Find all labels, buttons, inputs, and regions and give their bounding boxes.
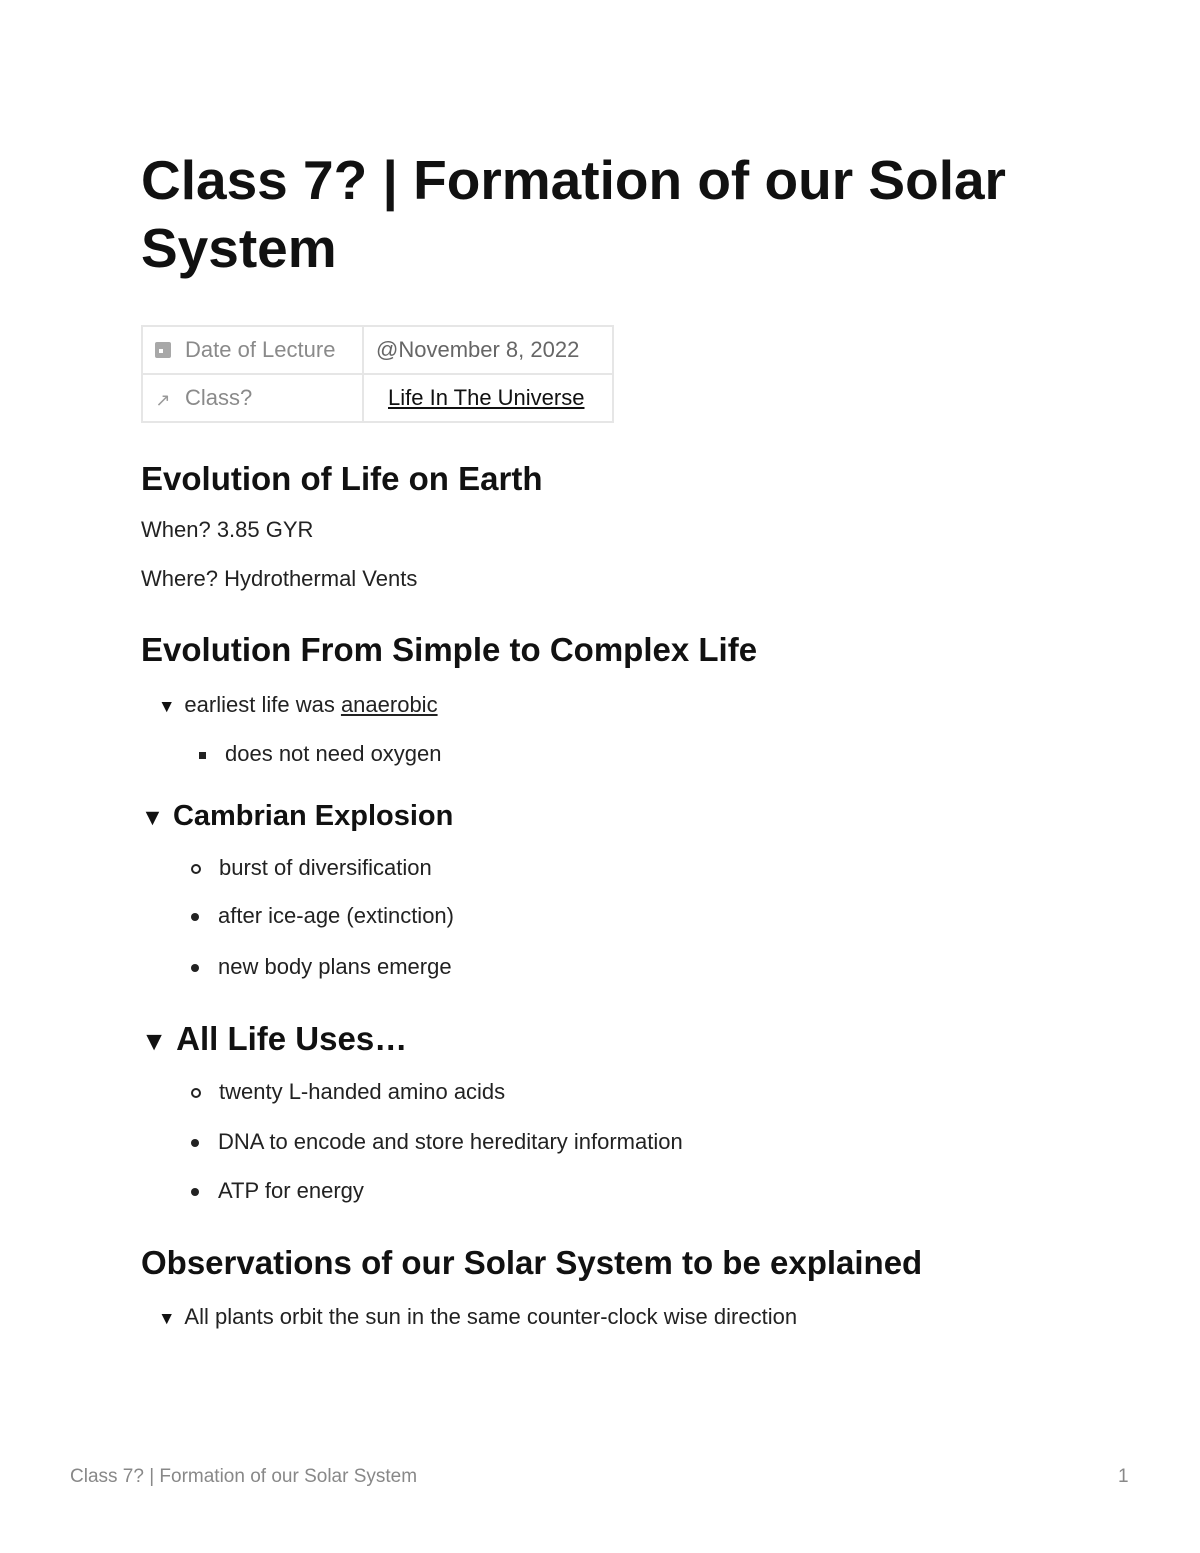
list-item: [191, 1178, 364, 1204]
circle-bullet-icon: [191, 1088, 201, 1098]
list-item-text: ATP for energy: [218, 1178, 364, 1203]
property-key: [142, 326, 363, 374]
arrow-up-right-icon: ↗: [155, 390, 171, 410]
property-key: [142, 374, 363, 422]
disc-bullet-icon: [191, 913, 199, 921]
square-bullet-icon: [199, 752, 206, 759]
property-label: Class?: [185, 385, 253, 410]
toggle-text: earliest life was: [184, 692, 341, 717]
footer-title: Class 7? | Formation of our Solar System: [70, 1466, 418, 1487]
page-title: Class 7? | Formation of our Solar System: [141, 149, 1006, 279]
property-label: Date of Lecture: [185, 337, 336, 362]
toggle-triangle-icon[interactable]: ▼: [158, 1308, 176, 1328]
disc-bullet-icon: [191, 1139, 199, 1147]
toggle-heading-text: All Life Uses…: [176, 1020, 408, 1057]
circle-bullet-icon: [191, 864, 201, 874]
calendar-icon: [155, 342, 171, 358]
toggle-orbit[interactable]: [158, 1304, 797, 1330]
property-value-class: [363, 374, 613, 422]
toggle-triangle-icon[interactable]: ▼: [141, 1026, 168, 1056]
list-item: [199, 741, 442, 767]
list-item-text: burst of diversification: [219, 855, 432, 880]
list-item: [191, 855, 432, 881]
toggle-triangle-icon[interactable]: ▼: [158, 696, 176, 716]
property-row-class: [142, 374, 613, 422]
list-item: [191, 954, 452, 980]
properties-table: [141, 325, 614, 423]
property-value-date[interactable]: @November 8, 2022: [363, 326, 613, 374]
toggle-heading-all-life[interactable]: [141, 1020, 407, 1058]
disc-bullet-icon: [191, 964, 199, 972]
list-item-text: after ice-age (extinction): [218, 903, 454, 928]
paragraph-when: When? 3.85 GYR: [141, 517, 314, 542]
paragraph-where: Where? Hydrothermal Vents: [141, 566, 418, 591]
list-item-text: new body plans emerge: [218, 954, 452, 979]
list-item-text: does not need oxygen: [225, 741, 442, 766]
anaerobic-link[interactable]: anaerobic: [340, 692, 438, 717]
list-item: [191, 903, 454, 929]
toggle-triangle-icon[interactable]: ▼: [141, 804, 164, 830]
list-item: [191, 1129, 683, 1155]
page-number: 1: [1118, 1466, 1129, 1487]
heading-evolution-earth: Evolution of Life on Earth: [141, 460, 543, 497]
toggle-heading-text: Cambrian Explosion: [172, 800, 454, 832]
heading-observations: Observations of our Solar System to be explained: [141, 1244, 923, 1281]
toggle-heading-cambrian[interactable]: [141, 800, 453, 833]
property-row-date: [142, 326, 613, 374]
list-item-text: twenty L-handed amino acids: [219, 1079, 506, 1104]
list-item-text: DNA to encode and store hereditary information: [218, 1129, 683, 1154]
heading-simple-complex: Evolution From Simple to Complex Life: [141, 631, 758, 668]
toggle-anaerobic[interactable]: [158, 692, 438, 718]
list-item: [191, 1079, 505, 1105]
toggle-text: All plants orbit the sun in the same counter-clock wise direction: [184, 1304, 798, 1329]
disc-bullet-icon: [191, 1188, 199, 1196]
class-relation-link[interactable]: Life In The Universe: [388, 385, 585, 410]
